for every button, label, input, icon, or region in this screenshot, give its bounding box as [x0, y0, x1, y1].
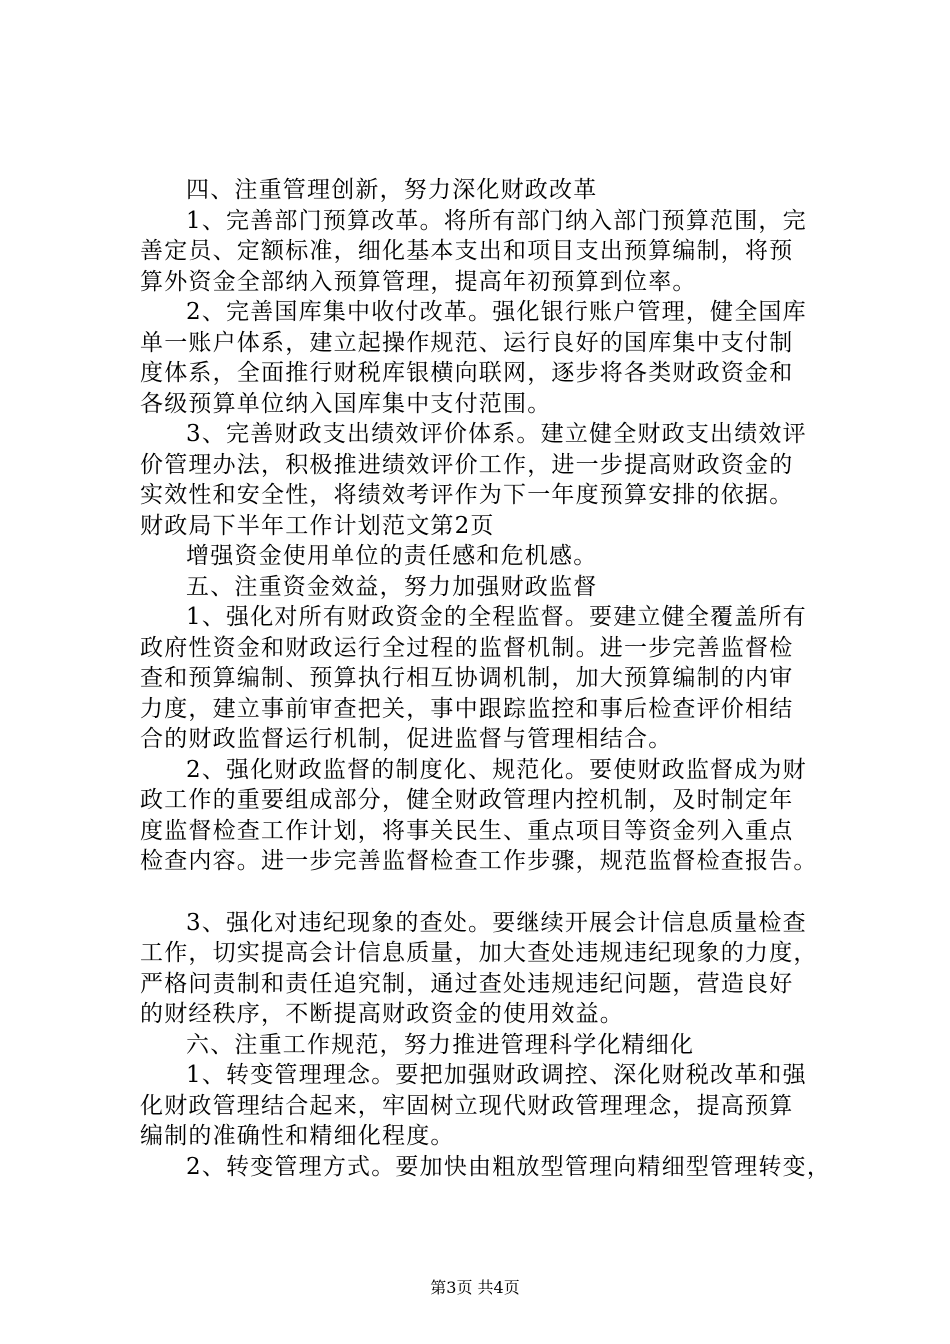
text-line: 查和预算编制、预算执行相互协调机制，加大预算编制的内审	[140, 665, 794, 691]
text-line: 1、完善部门预算改革。将所有部门纳入部门预算范围，完	[186, 207, 807, 234]
text-line: 实效性和安全性，将绩效考评作为下一年度预算安排的依据。	[140, 482, 794, 508]
text-line: 六、注重工作规范，努力推进管理科学化精细化	[186, 1031, 695, 1058]
page-footer: 第3页 共4页	[430, 1278, 520, 1297]
text-line: 严格问责制和责任追究制，通过查处违规违纪问题，营造良好	[140, 970, 794, 997]
text-line: 化财政管理结合起来，牢固树立现代财政管理理念，提高预算	[140, 1092, 794, 1119]
text-line: 1、转变管理理念。要把加强财政调控、深化财税改革和强	[186, 1062, 807, 1088]
text-line: 度监督检查工作计划，将事关民生、重点项目等资金列入重点	[140, 817, 794, 844]
document-body	[140, 175, 860, 1182]
text-line: 3、完善财政支出绩效评价体系。建立健全财政支出绩效评	[186, 421, 807, 447]
text-line: 2、转变管理方式。要加快由粗放型管理向精细型管理转变，	[186, 1153, 832, 1180]
text-line: 五、注重资金效益，努力加强财政监督	[186, 573, 598, 600]
text-line: 单一账户体系，建立起操作规范、运行良好的国库集中支付制	[140, 329, 794, 356]
text-line: 财政局下半年工作计划范文第2页	[140, 512, 495, 539]
text-line: 3、强化对违纪现象的查处。要继续开展会计信息质量检查	[186, 909, 807, 936]
text-line: 1、强化对所有财政资金的全程监督。要建立健全覆盖所有	[186, 604, 807, 630]
text-line: 工作，切实提高会计信息质量，加大查处违规违纪现象的力度，	[140, 940, 818, 966]
text-line: 力度，建立事前审查把关，事中跟踪监控和事后检查评价相结	[140, 695, 794, 722]
text-line: 合的财政监督运行机制，促进监督与管理相结合。	[140, 726, 673, 752]
text-line: 善定员、定额标准，细化基本支出和项目支出预算编制，将预	[140, 238, 794, 264]
text-line: 政工作的重要组成部分，健全财政管理内控机制，及时制定年	[140, 787, 794, 813]
text-line: 检查内容。进一步完善监督检查工作步骤，规范监督检查报告。	[140, 848, 818, 874]
text-line: 的财经秩序，不断提高财政资金的使用效益。	[140, 1001, 624, 1027]
text-line: 2、完善国库集中收付改革。强化银行账户管理，健全国库	[186, 299, 807, 325]
text-line: 价管理办法，积极推进绩效评价工作，进一步提高财政资金的	[140, 451, 794, 478]
text-line: 四、注重管理创新，努力深化财政改革	[186, 177, 598, 203]
text-line: 度体系，全面推行财税库银横向联网，逐步将各类财政资金和	[140, 360, 794, 386]
text-line: 编制的准确性和精细化程度。	[140, 1123, 455, 1149]
text-line: 增强资金使用单位的责任感和危机感。	[186, 543, 598, 569]
blank-line	[140, 877, 860, 908]
text-line: 政府性资金和财政运行全过程的监督机制。进一步完善监督检	[140, 634, 794, 661]
text-line: 各级预算单位纳入国库集中支付范围。	[140, 390, 552, 417]
text-line: 算外资金全部纳入预算管理，提高年初预算到位率。	[140, 268, 697, 295]
text-line: 2、强化财政监督的制度化、规范化。要使财政监督成为财	[186, 756, 807, 783]
